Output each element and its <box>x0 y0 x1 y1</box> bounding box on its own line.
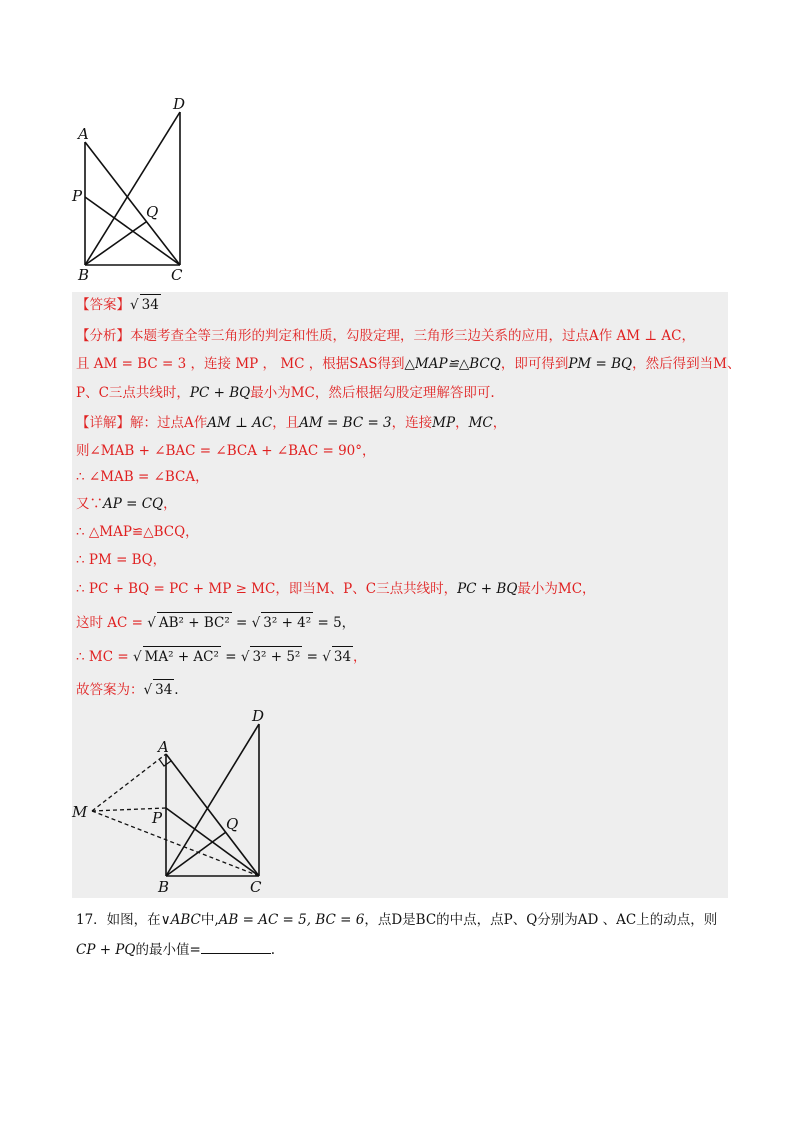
analysis-line-3: P、C三点共线时，PC + BQ最小为MC，然后根据勾股定理解答即可. <box>76 385 495 401</box>
analysis-line-1: 【分析】本题考查全等三角形的判定和性质，勾股定理，三角形三边关系的应用，过点A作 AM ⊥ AC， <box>76 328 695 344</box>
detail-line-3: ∴ ∠MAB = ∠BCA， <box>76 469 209 485</box>
segment-BD <box>166 724 259 876</box>
answer-blank[interactable] <box>201 941 271 954</box>
detail-line-1: 【详解】解：过点A作AM ⊥ AC，且AM = BC = 3，连接MP，MC， <box>76 415 507 431</box>
label-M: M <box>72 803 88 821</box>
label-A: A <box>158 738 169 756</box>
label-B: B <box>158 878 170 896</box>
label-D: D <box>173 95 186 113</box>
label-Q: Q <box>226 815 239 833</box>
question-17-line-1: 17．如图，在∨ABC中,AB = AC = 5, BC = 6，点D是BC的中点，点P、Q分别为AD 、AC上的动点，则 <box>76 912 718 928</box>
label-D: D <box>252 707 265 725</box>
segment-BD <box>85 112 180 265</box>
question-17-line-2: CP + PQ的最小值= . <box>76 942 276 958</box>
segment-MA <box>92 754 166 811</box>
detail-line-9: ∴ MC = √ MA² + AC² = √ 3² + 5² = √ 34 ， <box>76 646 367 667</box>
detail-line-8: 这时 AC = √ AB² + BC² = √ 3² + 4² = 5， <box>76 612 355 633</box>
answer-tag: 【答案】 <box>76 297 130 313</box>
answer-value: 34 <box>140 294 161 315</box>
segment-BQ <box>85 222 146 265</box>
label-B: B <box>78 266 90 284</box>
detail-line-7: ∴ PC + BQ = PC + MP ≥ MC，即当M、P、C三点共线时，PC + BQ最小为MC， <box>76 581 596 597</box>
detail-line-2: 则∠MAB + ∠BAC = ∠BCA + ∠BAC = 90°， <box>76 443 376 459</box>
analysis-tag: 【分析】 <box>76 328 130 344</box>
label-Q: Q <box>146 203 159 221</box>
right-angle-mark <box>159 759 171 766</box>
label-P: P <box>152 809 163 827</box>
detail-line-5: ∴ △MAP≌△BCQ， <box>76 524 199 540</box>
detail-line-6: ∴ PM = BQ， <box>76 552 167 568</box>
detail-tag: 【详解】 <box>76 415 130 431</box>
figure-2 <box>66 704 286 898</box>
segment-AC <box>85 142 180 265</box>
detail-line-10: 故答案为：√ 34 . <box>76 679 179 700</box>
detail-line-4: 又∵AP = CQ， <box>76 496 177 512</box>
analysis-line-2: 且 AM = BC = 3 ，连接 MP ， MC ，根据SAS得到△MAP≌△BCQ，即可得到PM = BQ，然后得到当M、 <box>76 356 741 372</box>
segment-BQ <box>166 832 226 876</box>
answer-line: 【答案】√ 34 <box>76 294 161 315</box>
label-A: A <box>78 125 89 143</box>
label-P: P <box>72 187 83 205</box>
label-C: C <box>250 878 262 896</box>
label-C: C <box>171 266 183 284</box>
figure-1 <box>60 90 210 290</box>
